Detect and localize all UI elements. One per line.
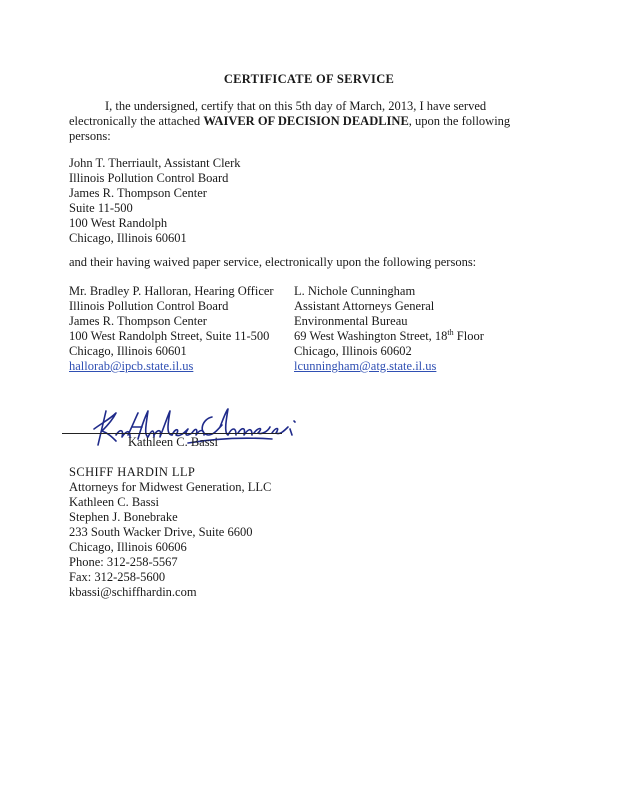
clerk-line: Illinois Pollution Control Board xyxy=(69,171,229,185)
clerk-line: John T. Therriault, Assistant Clerk xyxy=(69,156,241,170)
address-line: Illinois Pollution Control Board xyxy=(69,299,229,313)
firm-line: 233 South Wacker Drive, Suite 6600 xyxy=(69,525,253,539)
firm-email: kbassi@schiffhardin.com xyxy=(69,585,197,599)
firm-line: Chicago, Illinois 60606 xyxy=(69,540,187,554)
firm-line: Stephen J. Bonebrake xyxy=(69,510,178,524)
address-line: L. Nichole Cunningham xyxy=(294,284,416,298)
document-title: CERTIFICATE OF SERVICE xyxy=(223,72,395,86)
floor-text: Floor xyxy=(453,329,484,343)
clerk-line: Chicago, Illinois 60601 xyxy=(69,231,187,245)
intro-line-3: persons: xyxy=(69,129,111,143)
signature-line xyxy=(62,433,282,434)
hearing-officer-email-link[interactable]: hallorab@ipcb.state.il.us xyxy=(69,359,194,373)
address-line: Assistant Attorneys General xyxy=(294,299,435,313)
firm-line: Kathleen C. Bassi xyxy=(69,495,159,509)
signature-block xyxy=(62,405,302,455)
signer-name: Kathleen C. Bassi xyxy=(128,435,218,449)
certification-paragraph xyxy=(69,99,529,144)
clerk-line: 100 West Randolph xyxy=(69,216,168,230)
intro-line-1: I, the undersigned, certify that on this 5th day of March, 2013, I have served xyxy=(105,99,487,113)
firm-name: SCHIFF HARDIN LLP xyxy=(69,465,196,479)
clerk-line: Suite 11-500 xyxy=(69,201,133,215)
address-line: Chicago, Illinois 60601 xyxy=(69,344,187,358)
ordinal-suffix: th xyxy=(447,327,454,337)
intro-line-2 xyxy=(69,114,529,129)
document-name: WAIVER OF DECISION DEADLINE xyxy=(203,114,409,128)
address-line: Mr. Bradley P. Halloran, Hearing Officer xyxy=(69,284,274,298)
clerk-line: James R. Thompson Center xyxy=(69,186,207,200)
waived-service-text: and their having waived paper service, electronically upon the following persons: xyxy=(69,255,477,269)
address-line: James R. Thompson Center xyxy=(69,314,207,328)
firm-line: Attorneys for Midwest Generation, LLC xyxy=(69,480,272,494)
address-line xyxy=(294,329,484,344)
street-text: 69 West Washington Street, 18 xyxy=(294,329,448,343)
attorney-general-address-block xyxy=(294,284,484,374)
hearing-officer-address-block xyxy=(69,284,274,374)
intro-line-2-post: , upon the following xyxy=(408,114,511,128)
address-line: Chicago, Illinois 60602 xyxy=(294,344,412,358)
address-line: 100 West Randolph Street, Suite 11-500 xyxy=(69,329,270,343)
attorney-general-email-link[interactable]: lcunningham@atg.state.il.us xyxy=(294,359,437,373)
intro-line-2-pre: electronically the attached xyxy=(69,114,204,128)
address-line: Environmental Bureau xyxy=(294,314,408,328)
clerk-address-block xyxy=(69,156,241,246)
firm-fax: Fax: 312-258-5600 xyxy=(69,570,166,584)
firm-phone: Phone: 312-258-5567 xyxy=(69,555,178,569)
firm-address-block xyxy=(69,465,271,600)
